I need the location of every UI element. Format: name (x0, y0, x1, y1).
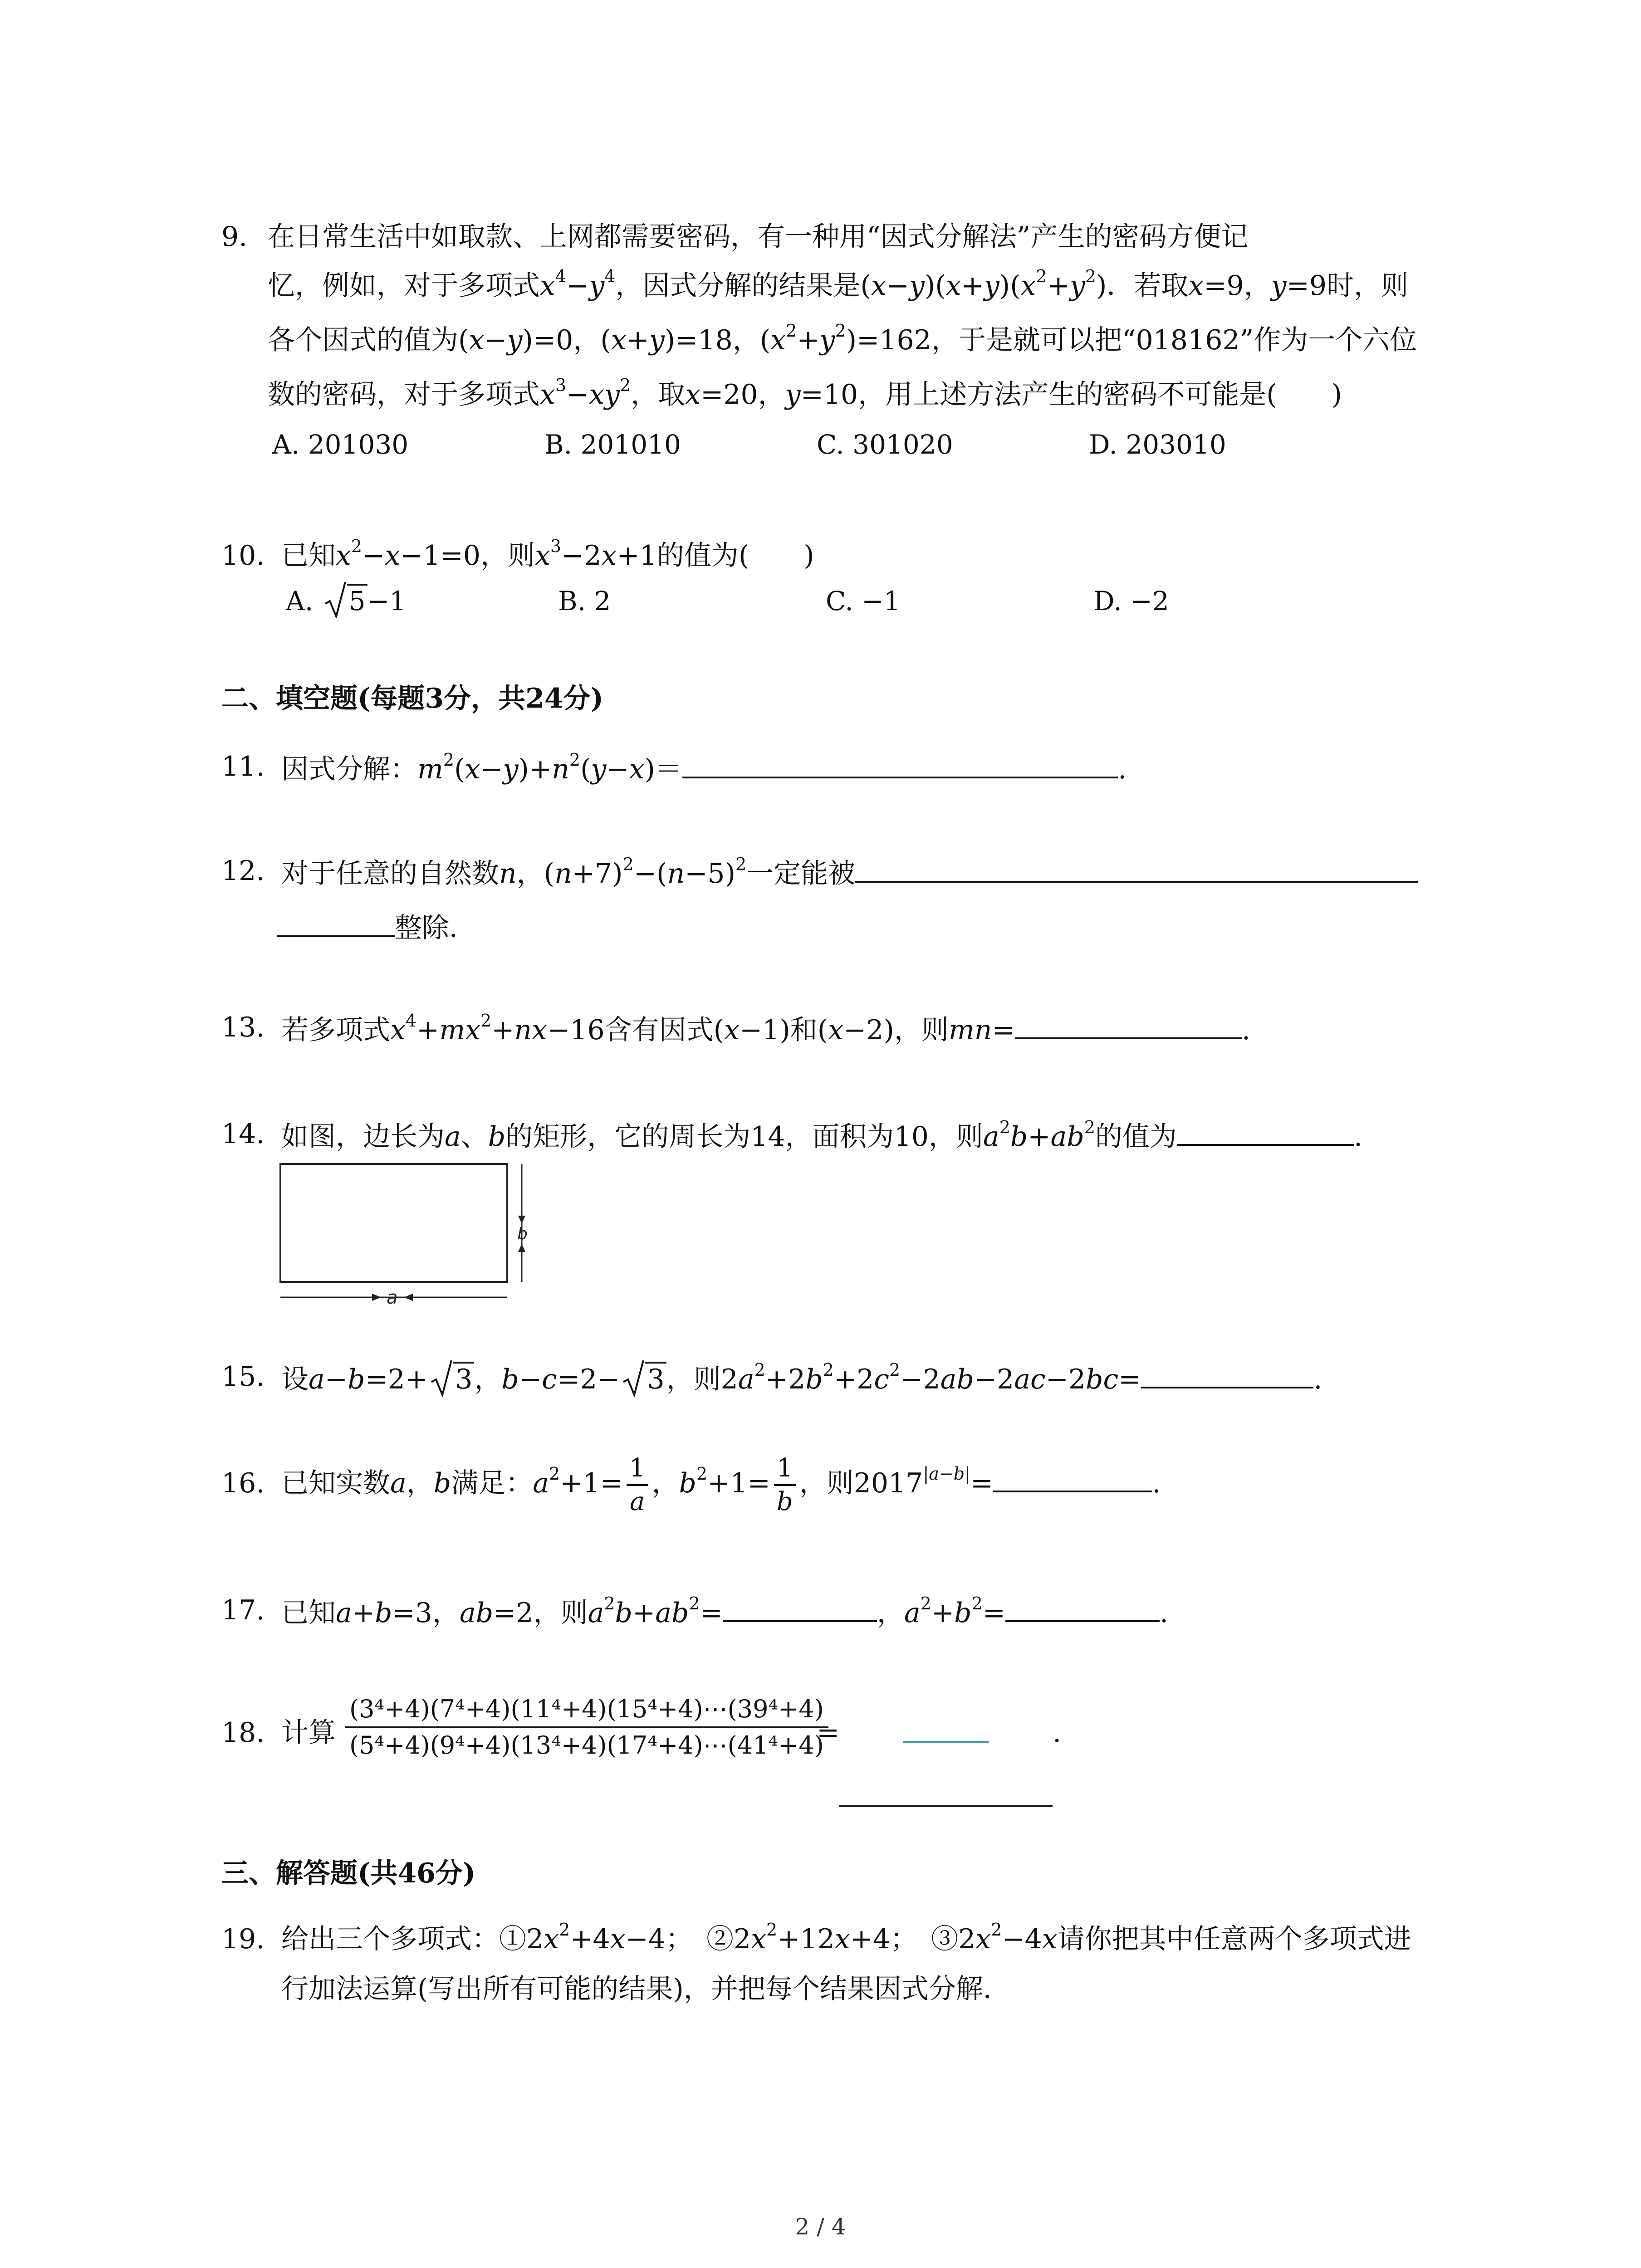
option-a[interactable]: A. 5−1 (286, 583, 406, 619)
question-number: 13. (221, 1012, 265, 1043)
end-period: . (1053, 1717, 1062, 1749)
answer-blank[interactable] (839, 1805, 1053, 1807)
question-number: 17. (221, 1594, 265, 1626)
answer-blank[interactable] (855, 853, 1418, 883)
option-c[interactable]: C. −1 (826, 586, 901, 616)
question-text: 若多项式$x^4+mx^2+nx-16$含有因式(x−1)和(x−2)，则mn= . (281, 1009, 1250, 1048)
sqrt-symbol: 3 (622, 1361, 666, 1398)
radical-sign-icon (431, 1359, 452, 1397)
question-text-line-2: 忆，例如，对于多项式$x^4-y^4$，因式分解的结果是$(x-y)(x+y)(x^2+y^2)$．若取x=9，y=9时，则 (268, 266, 1409, 302)
arrow-down-icon (518, 1216, 525, 1224)
label-a: a (387, 1287, 398, 1306)
answer-blank-1[interactable] (723, 1592, 877, 1622)
question-number: 18. (221, 1717, 265, 1749)
answer-blank-continued[interactable] (277, 907, 395, 937)
question-number: 19. (221, 1923, 265, 1955)
option-a[interactable]: A. 201030 (272, 429, 409, 460)
answer-blank[interactable] (1177, 1116, 1354, 1146)
radical-sign-icon (622, 1359, 644, 1397)
arrow-up-icon (518, 1244, 525, 1252)
option-b[interactable]: B. 201010 (544, 429, 681, 460)
option-c[interactable]: C. 301020 (817, 429, 953, 460)
question-text: 已知a+b=3，ab=2，则$a^2b+ab^2=$ ，$a^2+b^2=$ . (281, 1592, 1168, 1631)
answer-blank[interactable] (993, 1462, 1152, 1492)
rectangle-figure (277, 1161, 531, 1306)
question-text-line-2: 整除． (277, 907, 476, 946)
question-number: 16. (221, 1467, 265, 1499)
label-b: b (517, 1225, 528, 1243)
question-number: 12. (221, 855, 265, 887)
answer-blank[interactable] (1015, 1009, 1242, 1039)
radical-sign-icon (324, 580, 346, 618)
question-text: 已知$x^2-x-1=0$，则$x^3-2x+1$的值为( ) (281, 536, 814, 572)
option-d[interactable]: D. 203010 (1089, 429, 1226, 460)
option-b[interactable]: B. 2 (558, 586, 611, 616)
sqrt-symbol: 5 (324, 583, 367, 619)
question-text-line-1: 在日常生活中如取款、上网都需要密码，有一种用“因式分解法”产生的密码方便记 (268, 221, 1249, 253)
arrow-right-icon (372, 1294, 381, 1301)
answer-blank-2[interactable] (1005, 1592, 1160, 1622)
fraction: $\frac{1}{a}$ (627, 1452, 648, 1518)
question-number: 14. (221, 1118, 265, 1150)
answer-blank[interactable] (682, 748, 1118, 778)
question-text-line-2: 行加法运算(写出所有可能的结果)，并把每个结果因式分解． (281, 1973, 1010, 2005)
question-text-line-1: 给出三个多项式：$①2x^2+4x-4$； $②2x^2+12x+4$； $③2x^2-4x$请你把其中任意两个多项式进 (281, 1920, 1411, 1955)
equals-sign: = (817, 1717, 840, 1749)
question-number: 10. (221, 540, 265, 572)
sqrt-symbol: 3 (431, 1361, 474, 1398)
question-number: 9. (221, 221, 248, 253)
fraction: $\frac{1}{b}$ (774, 1452, 796, 1518)
answer-marker (903, 1741, 989, 1743)
question-text: 设a−b=2+ 3，b−c=2− 3，则$2a^2+2b^2+2c^2-2ab-2ac-2bc=$ . (281, 1359, 1322, 1398)
section-heading-fill-in: 二、填空题(每题3分，共24分) (221, 683, 604, 714)
question-text: 已知实数a，b满足：$a^2+1=$ $\frac{1}{a}$ ，$b^2+1=$ $\frac{1}{b}$ ，则$2017^{|a-b|}=$ . (281, 1452, 1161, 1518)
question-number: 11. (221, 751, 265, 782)
question-text: 因式分解：$m^2(x-y)+n^2(y-x)=$ . (281, 748, 1127, 787)
question-text: 如图，边长为a、b的矩形，它的周长为14，面积为10，则$a^2b+ab^2$的值为 . (281, 1116, 1362, 1155)
numerator: (3⁴+4)(7⁴+4)(11⁴+4)(15⁴+4)⋯(39⁴+4) (349, 1695, 824, 1723)
question-text-line-4: 数的密码，对于多项式$x^3-xy^2$，取x=20，y=10，用上述方法产生的密码不可能是( ) (268, 375, 1342, 411)
answer-blank[interactable] (1141, 1359, 1313, 1388)
arrow-left-icon (404, 1294, 413, 1301)
question-number: 15. (221, 1361, 265, 1393)
section-heading-solve: 三、解答题(共46分) (221, 1857, 476, 1889)
question-text: 计算 (281, 1717, 336, 1749)
fraction-expression (345, 1692, 828, 1763)
question-text: 对于任意的自然数n，$(n+7)^2-(n-5)^2$一定能被 (281, 853, 1418, 892)
question-text-line-3: 各个因式的值为(x−y)=0，(x+y)=18，$(x^2+y^2)=162$，于是就可以把“018162”作为一个六位 (268, 321, 1417, 356)
page-number: 2 / 4 (795, 2214, 846, 2240)
rectangle-shape (280, 1164, 507, 1282)
denominator: (5⁴+4)(9⁴+4)(13⁴+4)(17⁴+4)⋯(41⁴+4) (345, 1726, 828, 1763)
option-d[interactable]: D. −2 (1093, 586, 1169, 616)
